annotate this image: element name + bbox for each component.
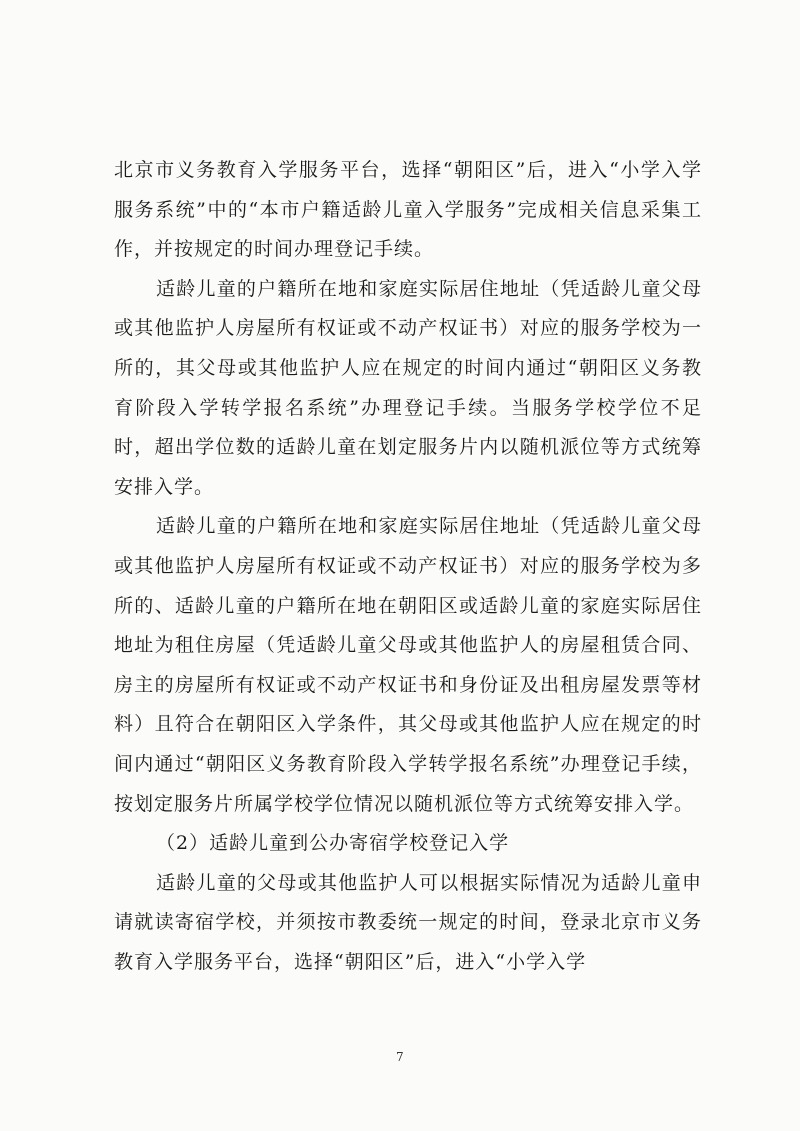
paragraph-continuation: 北京市义务教育入学服务平台，选择“朝阳区”后，进入“小学入学服务系统”中的“本市户籍适龄儿童入学服务”完成相关信息采集工作，并按规定的时间办理登记手续。 xyxy=(114,159,702,261)
paragraph-multiple-schools: 适龄儿童的户籍所在地和家庭实际居住地址（凭适龄儿童父母或其他监护人房屋所有权证或不动产权证书）对应的服务学校为多所的、适龄儿童的户籍所在地在朝阳区或适龄儿童的家庭实际居住地址为租住房屋（凭适龄儿童父母或其他监护人的房屋租赁合同、房主的房屋所有权证或不动产权证书和身份证及出租房屋发票等材料）且符合在朝阳区入学条件，其父母或其他监护人应在规定的时间内通过“朝阳区义务教育阶段入学转学报名系统”办理登记手续，按划定服务片所属学校学位情况以随机派位等方式统筹安排入学。 xyxy=(114,515,702,815)
document-body xyxy=(114,151,702,982)
paragraph-boarding-school: 适龄儿童的父母或其他监护人可以根据实际情况为适龄儿童申请就读寄宿学校，并须按市教委统一规定的时间，登录北京市义务教育入学服务平台，选择“朝阳区”后，进入“小学入学 xyxy=(114,871,702,973)
section-heading-boarding-school: （2）适龄儿童到公办寄宿学校登记入学 xyxy=(156,832,510,855)
page-number: 7 xyxy=(396,1050,404,1064)
paragraph-single-school: 适龄儿童的户籍所在地和家庭实际居住地址（凭适龄儿童父母或其他监护人房屋所有权证或不动产权证书）对应的服务学校为一所的，其父母或其他监护人应在规定的时间内通过“朝阳区义务教育阶段入学转学报名系统”办理登记手续。当服务学校学位不足时，超出学位数的适龄儿童在划定服务片内以随机派位等方式统筹安排入学。 xyxy=(114,277,702,498)
